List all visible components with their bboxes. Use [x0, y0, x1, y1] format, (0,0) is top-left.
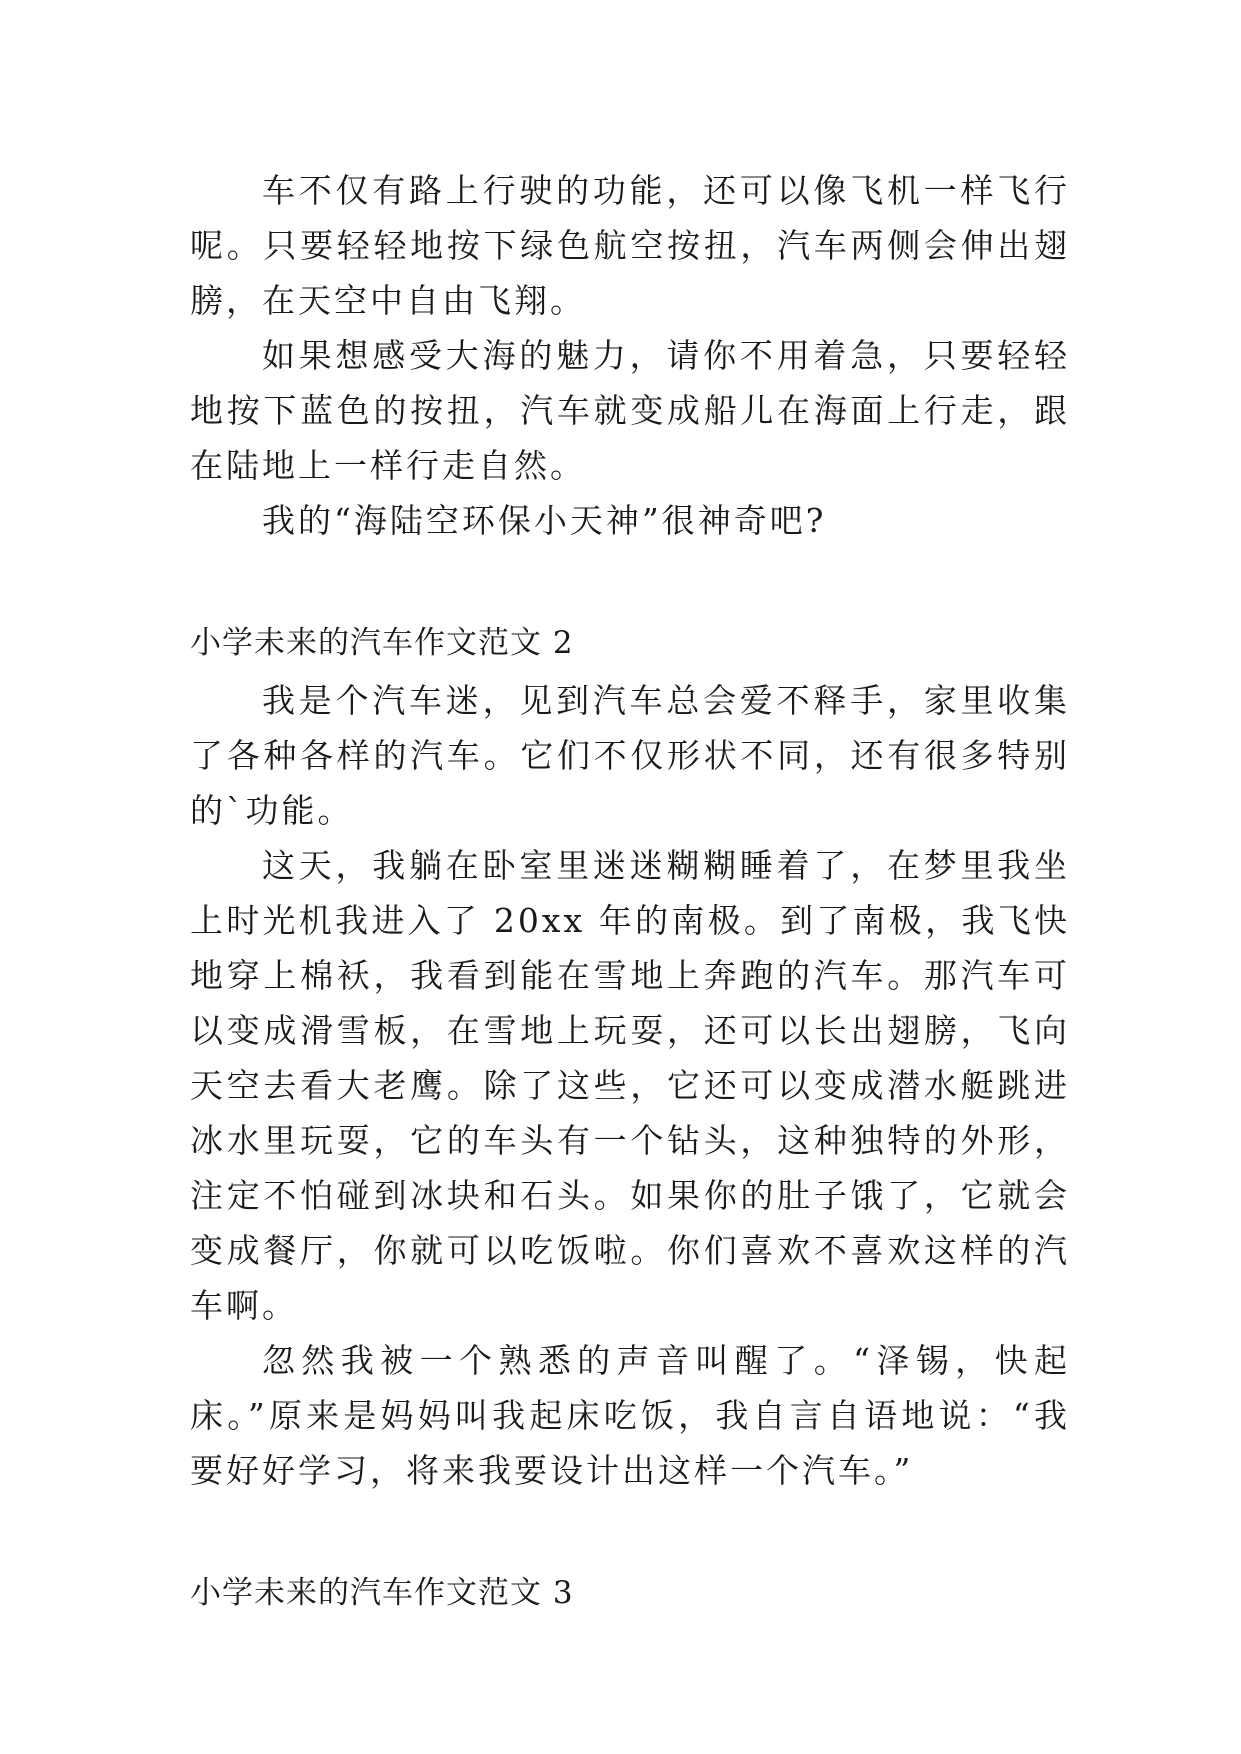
paragraph-sea-function: 如果想感受大海的魅力，请你不用着急，只要轻轻地按下蓝色的按扭，汽车就变成船儿在海面上行走，跟在陆地上一样行走自然。	[190, 336, 1070, 485]
document-page	[190, 163, 1070, 1623]
section-spacer	[190, 548, 1070, 578]
paragraph-flying-function: 车不仅有路上行驶的功能，还可以像飞机一样飞行呢。只要轻轻地按下绿色航空按扭，汽车两侧会伸出翅膀，在天空中自由飞翔。	[190, 171, 1070, 320]
paragraph-closing-question: 我的“海陆空环保小天神”很神奇吧?	[262, 501, 827, 540]
paragraph-wake-up: 忽然我被一个熟悉的声音叫醒了。“泽锡，快起床。”原来是妈妈叫我起床吃饭，我自言自语地说：“我要好好学习，将来我要设计出这样一个汽车。”	[190, 1341, 1070, 1490]
paragraph-car-fan: 我是个汽车迷，见到汽车总会爱不释手，家里收集了各种各样的汽车。它们不仅形状不同，还有很多特别的`功能。	[190, 681, 1070, 830]
section-spacer	[190, 1498, 1070, 1528]
paragraph-dream-antarctica: 这天，我躺在卧室里迷迷糊糊睡着了，在梦里我坐上时光机我进入了 20xx 年的南极。到了南极，我飞快地穿上棉袄，我看到能在雪地上奔跑的汽车。那汽车可以变成滑雪板，在雪地上玩耍，还可以长出翅膀，飞向天空去看大老鹰。除了这些，它还可以变成潜水艇跳进冰水里玩耍，它的车头有一个钻头，这种独特的外形，注定不怕碰到冰块和石头。如果你的肚子饿了，它就会变成餐厅，你就可以吃饭啦。你们喜欢不喜欢这样的汽车啊。	[190, 846, 1070, 1325]
section-heading-2: 小学未来的汽车作文范文 2	[190, 625, 574, 661]
section-heading-3: 小学未来的汽车作文范文 3	[190, 1575, 574, 1611]
